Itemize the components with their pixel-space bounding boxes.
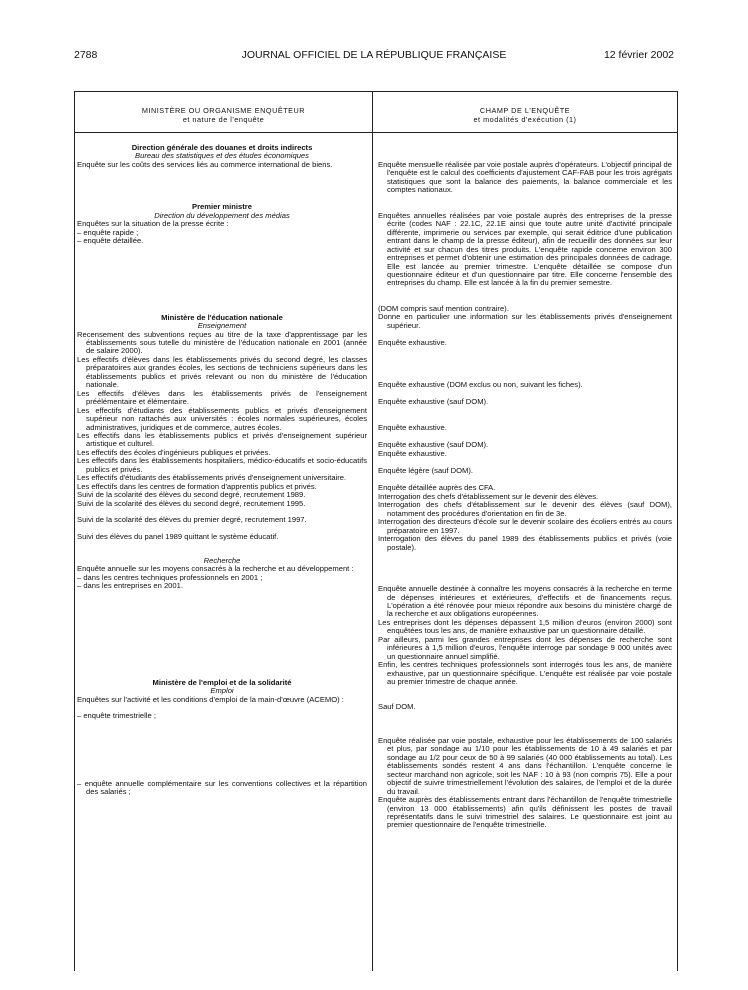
right-column bbox=[378, 144, 672, 830]
survey-entry: – enquête rapide ; bbox=[77, 227, 139, 237]
survey-table bbox=[74, 91, 678, 971]
survey-entry: Enquêtes sur l'activité et les conditions d'emploi de la main-d'œuvre (ACEMO) : bbox=[77, 694, 344, 704]
column-divider bbox=[372, 91, 373, 971]
subsection-heading: Recherche bbox=[203, 555, 241, 565]
table-header-rule bbox=[75, 132, 677, 133]
survey-entry: Les effectifs d'élèves dans les établissements privés du second degré, les classes préparatoires aux grandes écoles, les sections de techniciens supérieurs dans les établissements publics et privés relevant ou non du ministère de l'éducation nationale. bbox=[77, 354, 367, 390]
survey-entry: Suivi de la scolarité des élèves du second degré, recrutement 1995. bbox=[77, 498, 306, 508]
column-header-title: CHAMP DE L'ENQUÊTE bbox=[479, 106, 571, 115]
column-header-subtitle: et modalités d'exécution (1) bbox=[473, 115, 577, 124]
left-column bbox=[77, 144, 367, 796]
publication-date: 12 février 2002 bbox=[603, 49, 674, 61]
section-heading: Direction générale des douanes et droits indirects bbox=[131, 143, 313, 152]
survey-entry: Les effectifs dans les établissements hospitaliers, médico-éducatifs et socio-éducatifs publics et privés. bbox=[77, 456, 367, 474]
survey-detail: Enquête exhaustive (sauf DOM). bbox=[378, 440, 489, 450]
table-top-rule bbox=[75, 91, 677, 92]
survey-detail: Donne en particulier une information sur les établissements privés d'enseignement supérieur. bbox=[378, 312, 672, 330]
survey-detail: Enquête exhaustive. bbox=[378, 448, 447, 458]
survey-detail: Enquêtes annuelles réalisées par voie postale auprès des entreprises de la presse écrite (codes NAF : 22.1C, 22.1E ainsi que toute autre unité d'activité principale différente, imprimerie ou services par exemple, qui serait éditrice d'une publication entrant dans le champ de la presse éditeur), afin de recueillir des données sur leur activité et sur chacun des titres produits. L'enquête rapide concerne environ 300 entreprises et permet d'obtenir une estimation des principales données de cadrage. Elle est lancée au premier trimestre. L'enquête détaillée se compose d'un questionnaire éditeur et d'un questionnaire par titre. Elle concerne l'ensemble des entreprises du champ. Elle est lancée à la fin du premier semestre. bbox=[378, 210, 672, 288]
survey-detail: Enquête légère (sauf DOM). bbox=[378, 465, 473, 475]
survey-detail: (DOM compris sauf mention contraire). bbox=[378, 303, 509, 313]
survey-entry: Les effectifs des écoles d'ingénieurs publiques et privées. bbox=[77, 447, 271, 457]
survey-entry: Suivi des élèves du panel 1989 quittant le système éducatif. bbox=[77, 531, 279, 541]
survey-detail: Enquête exhaustive. bbox=[378, 422, 447, 432]
survey-detail: Par ailleurs, parmi les grandes entreprises dont les dépenses de recherche sont inférieures à 1,5 million d'euros, l'enquête interroge par sondage 9 000 unités avec un questionnaire annuel simplifié. bbox=[378, 634, 672, 661]
survey-entry: Suivi de la scolarité des élèves du second degré, recrutement 1989. bbox=[77, 490, 306, 500]
survey-detail: Les entreprises dont les dépenses dépassent 1,5 million d'euros (environ 2000) sont enquêtées tous les ans, de manière exhaustive par un questionnaire détaillé. bbox=[378, 617, 672, 636]
section-heading: Ministère de l'emploi et de la solidarité bbox=[152, 677, 292, 687]
survey-detail: Interrogation des chefs d'établissement sur le devenir des élèves. bbox=[378, 491, 599, 501]
survey-entry: Recensement des subventions reçues au titre de la taxe d'apprentissage par les établissements sous tutelle du ministère de l'éducation nationale en 2001 (année de salaire 2000). bbox=[77, 329, 367, 356]
survey-entry: – enquête annuelle complémentaire sur les conventions collectives et la répartition des salariés ; bbox=[77, 778, 367, 797]
survey-detail: Enquête auprès des établissements entrant dans l'échantillon de l'enquête trimestrielle (environ 13 000 établissements) afin qu'ils définissent les postes de travail représentatifs dans le suivi trimestriel des salaires. Le questionnaire est joint au premier questionnaire de l'enquête trimestrielle. bbox=[378, 795, 672, 830]
survey-entry: Suivi de la scolarité des élèves du premier degré, recrutement 1997. bbox=[77, 515, 307, 525]
column-header-scope bbox=[373, 106, 677, 124]
survey-detail: Enquête détaillée auprès des CFA. bbox=[378, 483, 496, 493]
survey-entry: – enquête trimestrielle ; bbox=[77, 711, 156, 721]
survey-detail: Enquête mensuelle réalisée par voie postale auprès d'opérateurs. L'objectif principal de l'enquête est le calcul des coefficients d'ajustement CAF-FAB pour les trois agrégats statistiques que sont la balance des paiements, la balance commerciale et les comptes nationaux. bbox=[378, 160, 672, 195]
column-header-title: MINISTÈRE OU ORGANISME ENQUÊTEUR bbox=[141, 106, 306, 115]
journal-title: JOURNAL OFFICIEL DE LA RÉPUBLIQUE FRANÇAISE bbox=[241, 49, 507, 61]
survey-entry: – dans les entreprises en 2001. bbox=[77, 581, 183, 591]
survey-entry: – dans les centres techniques professionnels en 2001 ; bbox=[77, 572, 263, 582]
page-number: 2788 bbox=[74, 49, 98, 61]
survey-entry: Les effectifs dans les centres de formation d'apprentis publics et privés. bbox=[77, 481, 317, 491]
survey-entry: Enquêtes sur la situation de la presse écrite : bbox=[77, 219, 229, 229]
survey-entry: Enquête sur les coûts des services liés au commerce international de biens. bbox=[77, 159, 333, 169]
section-heading: Premier ministre bbox=[192, 202, 252, 212]
survey-detail: Enquête exhaustive (sauf DOM). bbox=[378, 397, 489, 407]
survey-entry: Les effectifs d'étudiants des établissements publics et privés d'enseignement supérieur non rattachés aux universités : écoles normales supérieures, écoles administratives, juridiques et de commerce, autres écoles. bbox=[77, 405, 367, 432]
survey-entry: – enquête détaillée. bbox=[77, 236, 144, 246]
survey-entry: Les effectifs dans les établissements publics et privés d'enseignement supérieur artistique et culturel. bbox=[77, 430, 367, 449]
survey-detail: Enquête exhaustive. bbox=[378, 338, 447, 348]
survey-entry: Les effectifs d'étudiants des établissements privés d'enseignement universitaire. bbox=[77, 473, 347, 483]
survey-detail: Sauf DOM. bbox=[378, 702, 416, 712]
survey-detail: Enquête réalisée par voie postale, exhaustive pour les établissements de 100 salariés et plus, par sondage au 1/10 pour les établissements de 10 à 49 salariés et par sondage au 1/2 pour ceux de 50 à 99 salariés (40 000 établissements au total). Les établissements sondés restent 4 ans dans l'échantillon. L'enquête concerne le secteur marchand non agricole, soit les NAF : 10 à 93 (non compris 75). Elle a pour objectif de suivre trimestriellement l'évolution des salaires, de l'emploi et de la durée du travail. bbox=[378, 735, 672, 796]
column-header-ministry bbox=[75, 106, 372, 124]
survey-detail: Interrogation des chefs d'établissement sur le devenir des élèves (sauf DOM), notamment des procédures d'orientation en fin de 3e. bbox=[378, 500, 672, 518]
section-heading: Ministère de l'éducation nationale bbox=[161, 312, 283, 322]
survey-entry: Enquête annuelle sur les moyens consacrés à la recherche et au développement : bbox=[77, 564, 354, 574]
column-header-subtitle: et nature de l'enquête bbox=[182, 115, 265, 124]
subsection-heading: Bureau des statistiques et des études économiques bbox=[135, 151, 309, 161]
survey-entry: Les effectifs d'élèves dans les établissements privés de l'enseignement préélémentaire et élémentaire. bbox=[77, 388, 367, 407]
page-header bbox=[74, 49, 674, 63]
subsection-heading: Emploi bbox=[210, 686, 234, 696]
subsection-heading: Direction du développement des médias bbox=[154, 210, 290, 220]
survey-detail: Interrogation des directeurs d'école sur le devenir scolaire des écoliers entrés au cours préparatoire en 1997. bbox=[378, 517, 672, 535]
survey-detail: Enfin, les centres techniques professionnels sont interrogés tous les ans, de manière exhaustive, par un questionnaire spécifique. L'enquête est réalisée par voie postale au premier trimestre de chaque année. bbox=[378, 660, 672, 687]
survey-detail: Interrogation des élèves du panel 1989 des établissements publics et privés (voie postale). bbox=[378, 534, 672, 552]
subsection-heading: Enseignement bbox=[197, 321, 247, 331]
survey-detail: Enquête annuelle destinée à connaître les moyens consacrés à la recherche en terme de dépenses intérieures et extérieures, d'effectifs et de financements reçus. L'opération a été rénovée pour mieux répondre aux besoins du ministère chargé de la recherche et aux obligations européennes. bbox=[378, 584, 672, 619]
survey-detail: Enquête exhaustive (DOM exclus ou non, suivant les fiches). bbox=[378, 379, 583, 389]
